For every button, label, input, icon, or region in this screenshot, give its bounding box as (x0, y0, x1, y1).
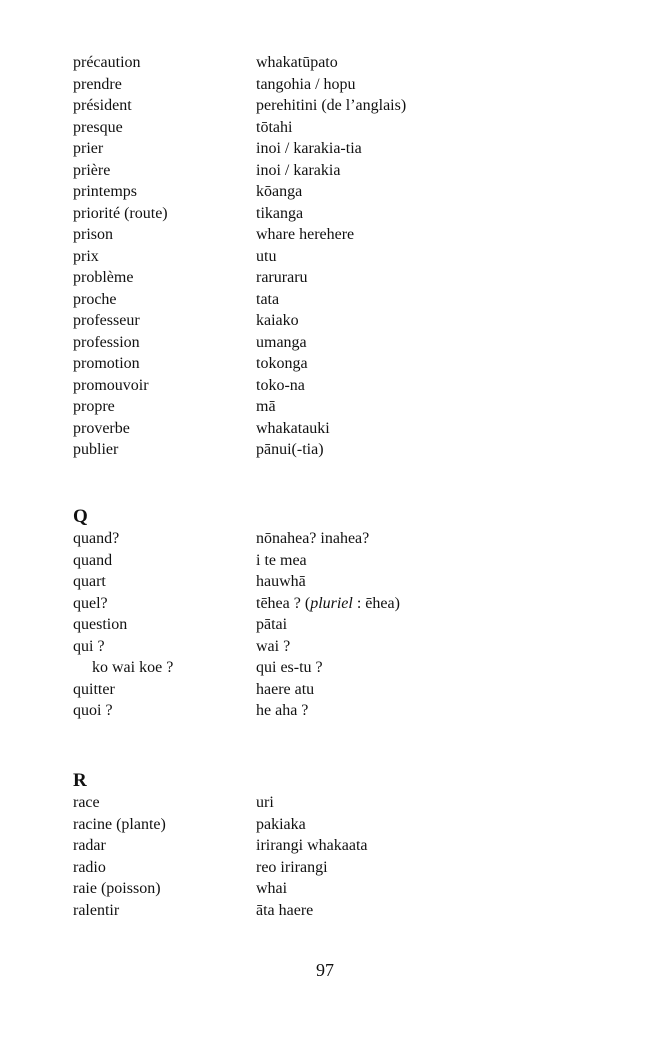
french-term: priorité (route) (73, 204, 168, 222)
section-r (73, 792, 593, 921)
entry-racine (73, 814, 593, 836)
maori-term (256, 593, 593, 615)
entry-radar (73, 835, 593, 857)
entry-quand-question (73, 528, 593, 550)
entry-priorite (73, 203, 593, 225)
entry-publier (73, 439, 593, 461)
french-term: prison (73, 226, 113, 243)
maori-term: raruraru (256, 269, 308, 286)
french-term: précaution (73, 54, 141, 71)
french-term: profession (73, 333, 140, 351)
maori-term: āta haere (256, 901, 314, 919)
section-heading-q: Q (73, 506, 88, 527)
maori-term: kōanga (256, 183, 303, 200)
entry-quand (73, 550, 593, 572)
entry-priere (73, 160, 593, 182)
maori-term: mā (256, 398, 276, 415)
section-q (73, 528, 593, 722)
page-number: 97 (316, 960, 334, 980)
french-term: prix (73, 247, 99, 265)
maori-term: whai (256, 880, 288, 897)
french-term: quel? (73, 594, 108, 612)
maori-term: pakiaka (256, 815, 306, 833)
french-term: quand (73, 551, 113, 569)
entry-prix (73, 246, 593, 268)
maori-term: whare herehere (256, 226, 355, 243)
maori-term: tangohia / hopu (256, 75, 356, 93)
entry-race (73, 792, 593, 814)
entry-quitter (73, 679, 593, 701)
french-term: race (73, 794, 100, 811)
french-term: propre (73, 398, 115, 415)
entry-radio (73, 857, 593, 879)
french-term: quand? (73, 530, 120, 547)
maori-term: he aha ? (256, 702, 309, 719)
maori-term: pānui(-tia) (256, 441, 324, 458)
french-term: ralentir (73, 901, 120, 919)
french-term: prière (73, 161, 111, 179)
french-term: quart (73, 573, 106, 590)
entry-propre (73, 396, 593, 418)
maori-term: hauwhā (256, 573, 306, 590)
entry-printemps (73, 181, 593, 203)
entry-profession (73, 332, 593, 354)
entry-promouvoir (73, 375, 593, 397)
french-term: prendre (73, 75, 122, 93)
maori-term: nōnahea? inahea? (256, 530, 370, 547)
maori-term: whakatūpato (256, 54, 338, 71)
french-term: professeur (73, 312, 140, 329)
entry-ralentir (73, 900, 593, 922)
entry-ko-wai-koe (73, 657, 593, 679)
entry-proverbe (73, 418, 593, 440)
entry-quart (73, 571, 593, 593)
maori-term: tikanga (256, 204, 304, 222)
french-term: ko wai koe ? (92, 659, 174, 676)
maori-term: inoi / karakia-tia (256, 140, 362, 157)
entry-probleme (73, 267, 593, 289)
entry-qui (73, 636, 593, 658)
maori-term: umanga (256, 333, 307, 351)
french-term: proche (73, 290, 117, 308)
french-term: président (73, 97, 132, 114)
entry-presque (73, 117, 593, 139)
french-term: proverbe (73, 419, 130, 437)
maori-term-suffix: : ēhea) (352, 594, 400, 612)
entry-professeur (73, 310, 593, 332)
maori-term: perehitini (de l’anglais) (256, 97, 407, 114)
maori-term: tokonga (256, 355, 308, 372)
maori-term: utu (256, 247, 277, 265)
french-term: prier (73, 140, 104, 157)
maori-term: inoi / karakia (256, 161, 341, 179)
entry-prison (73, 224, 593, 246)
grammar-note: pluriel (310, 594, 353, 612)
entry-raie (73, 878, 593, 900)
french-term: radio (73, 858, 106, 876)
section-heading-r: R (73, 770, 87, 791)
maori-term: wai ? (256, 637, 291, 655)
entry-question (73, 614, 593, 636)
entry-quoi (73, 700, 593, 722)
french-term: quoi ? (73, 702, 113, 719)
maori-term: i te mea (256, 551, 307, 569)
french-term: publier (73, 441, 119, 458)
maori-term: kaiako (256, 312, 299, 329)
french-term: presque (73, 118, 123, 136)
maori-term: tōtahi (256, 118, 293, 136)
maori-term: irirangi whakaata (256, 837, 368, 854)
maori-term: uri (256, 794, 274, 811)
french-term: promotion (73, 355, 140, 372)
maori-term: qui es-tu ? (256, 659, 323, 676)
entry-proche (73, 289, 593, 311)
entry-precaution (73, 52, 593, 74)
maori-term-prefix: tēhea ? ( (256, 594, 311, 612)
french-term: raie (poisson) (73, 880, 161, 897)
maori-term: whakatauki (256, 419, 330, 437)
section-p (73, 52, 593, 461)
french-term: promouvoir (73, 376, 149, 394)
french-term: problème (73, 269, 134, 286)
entry-quel (73, 593, 593, 615)
french-term: radar (73, 837, 106, 854)
entry-prendre (73, 74, 593, 96)
maori-term: pātai (256, 616, 288, 633)
french-term: qui ? (73, 637, 105, 655)
entry-prier (73, 138, 593, 160)
french-term: racine (plante) (73, 815, 166, 833)
maori-term: reo irirangi (256, 858, 328, 876)
maori-term: toko-na (256, 376, 305, 394)
french-term: question (73, 616, 128, 633)
french-term: printemps (73, 183, 137, 200)
entry-president (73, 95, 593, 117)
entry-promotion (73, 353, 593, 375)
maori-term: tata (256, 290, 280, 308)
french-term: quitter (73, 680, 115, 698)
maori-term: haere atu (256, 680, 315, 698)
